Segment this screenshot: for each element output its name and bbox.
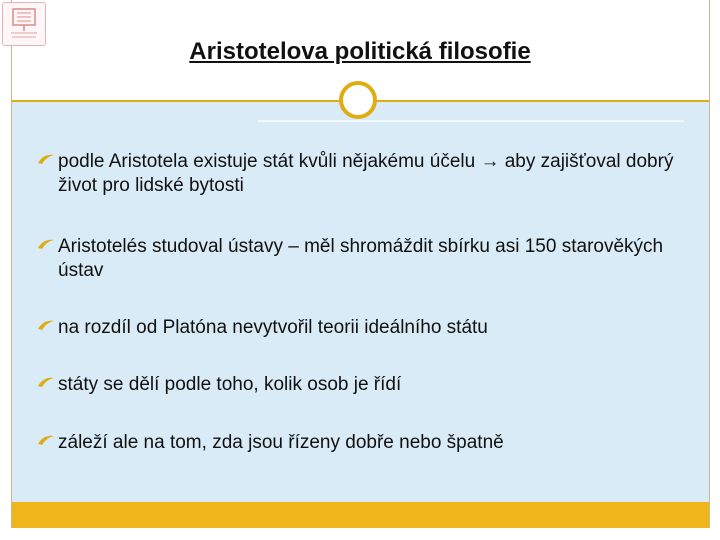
swoosh-bullet-icon: [36, 433, 56, 447]
swoosh-bullet-icon: [36, 237, 56, 251]
bullet-item: [36, 373, 676, 397]
bullet-list: [36, 146, 676, 455]
swoosh-bullet-icon: [36, 152, 56, 166]
bullet-item: [36, 431, 676, 455]
bullet-item: [36, 235, 676, 283]
swoosh-bullet-icon: [36, 318, 56, 332]
bullet-text: na rozdíl od Platóna nevytvořil teorii ideálního státu: [58, 317, 488, 338]
bullet-item: [36, 316, 676, 340]
bullet-text: podle Aristotela existuje stát kvůli nějakému účelu → aby zajišťoval dobrý život pro lidské bytosti: [58, 151, 674, 196]
bullet-text: státy se dělí podle toho, kolik osob je řídí: [58, 374, 402, 395]
bullet-text: záleží ale na tom, zda jsou řízeny dobře nebo špatně: [58, 432, 504, 453]
slide-title: Aristotelova politická filosofie: [189, 38, 531, 65]
bullet-item: [36, 150, 676, 198]
bullet-text: Aristotelés studoval ústavy – měl shromáždit sbírku asi 150 starověkých ústav: [58, 236, 664, 281]
ring-ornament-icon: [339, 81, 377, 119]
swoosh-bullet-icon: [36, 375, 56, 389]
